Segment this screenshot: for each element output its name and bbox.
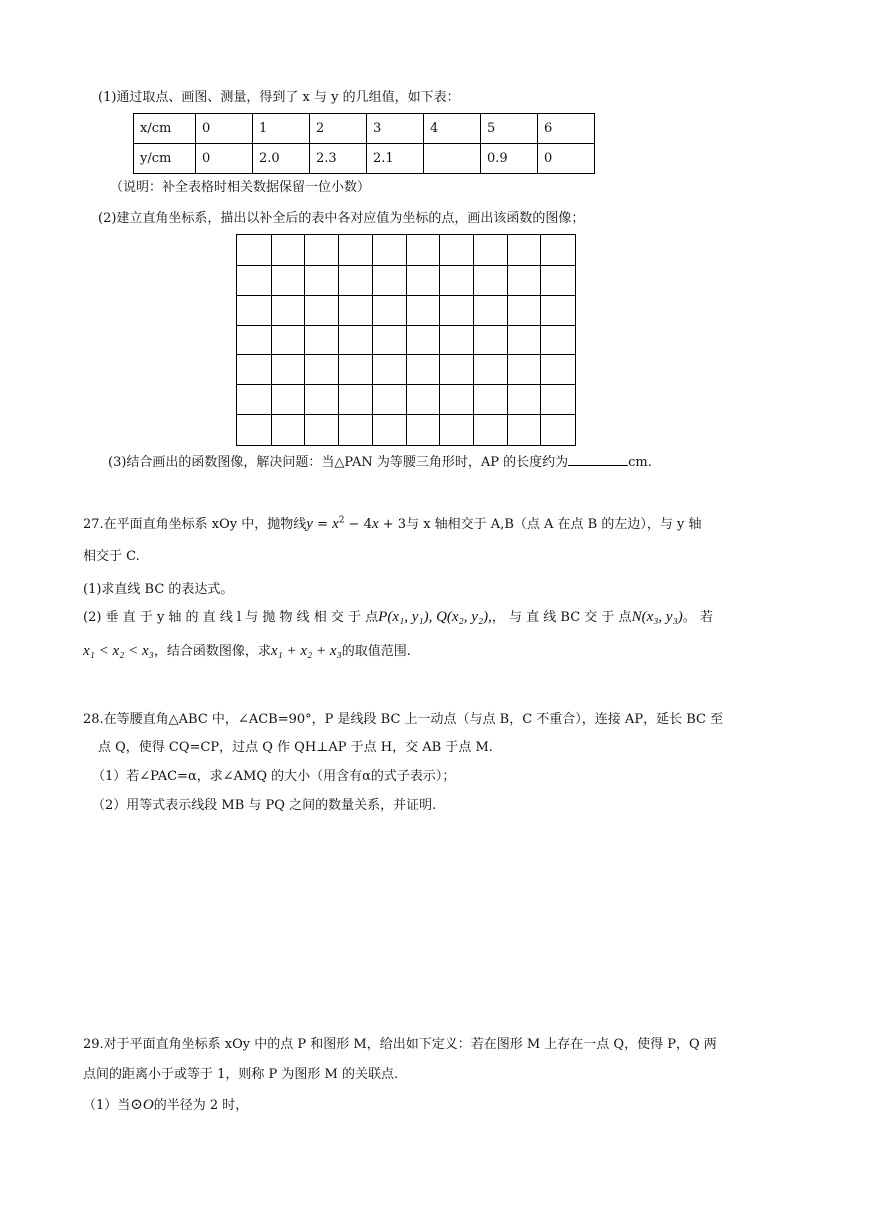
table-cell: 0 <box>196 144 253 174</box>
grid-horizontal-line <box>237 384 575 385</box>
grid-horizontal-line <box>237 265 575 266</box>
table-cell: 0 <box>538 144 595 174</box>
q27-part2-line1 <box>83 606 713 626</box>
grid-horizontal-line <box>237 295 575 296</box>
q27-part2-text-b: ， 与 直 线 BC 交 于 点 <box>491 610 632 625</box>
table-cell: 2.1 <box>367 144 424 174</box>
answer-blank[interactable] <box>568 453 628 466</box>
point-n: N(x₃, y₃) <box>631 609 683 625</box>
q28-part1: （1）若∠PAC=α，求∠AMQ 的大小（用含有α的式子表示）； <box>92 769 456 784</box>
table-cell: 5 <box>481 114 538 144</box>
q29-part1 <box>83 1094 248 1114</box>
table-blank-cell[interactable] <box>424 144 481 174</box>
q28-part2: （2）用等式表示线段 MB 与 PQ 之间的数量关系，并证明. <box>92 798 437 813</box>
q29-line1: 29.对于平面直角坐标系 xOy 中的点 P 和图形 M，给出如下定义：若在图形 M 上存在一点 Q，使得 P，Q 两 <box>83 1037 717 1052</box>
q27-part1: (1)求直线 BC 的表达式。 <box>83 582 234 597</box>
eq-x2: x <box>371 516 379 532</box>
circle-o-symbol: ⊙O <box>130 1097 154 1113</box>
q27-part2-text-d: ，结合函数图像，求 <box>153 644 271 659</box>
q28-line2: 点 Q，使得 CQ=CP，过点 Q 作 QH⊥AP 于点 H，交 AB 于点 M. <box>98 740 493 755</box>
table-cell: 0 <box>196 114 253 144</box>
q27-part2-text: (2) 垂 直 于 y 轴 的 直 线 l 与 抛 物 线 相 交 于 点 <box>83 610 379 625</box>
q27-line2: 相交于 C. <box>83 549 140 564</box>
table-cell: 1 <box>253 114 310 144</box>
q26-note: （说明：补全表格时相关数据保留一位小数） <box>110 180 371 195</box>
table-cell: y/cm <box>134 144 196 174</box>
points-pq: P(x₁, y₁), Q(x₂, y₂), <box>378 609 492 625</box>
eq-x: x <box>332 516 339 532</box>
eq-const: + 3 <box>378 517 407 532</box>
eq-y: y <box>306 516 313 532</box>
q29-line2: 点间的距离小于或等于 1，则称 P 为图形 M 的关联点. <box>83 1067 399 1082</box>
xy-value-table <box>133 113 595 174</box>
table-cell: 2.0 <box>253 144 310 174</box>
table-cell: 2.3 <box>310 144 367 174</box>
grid-horizontal-line <box>237 354 575 355</box>
table-cell: 0.9 <box>481 144 538 174</box>
eq-exponent: 2 <box>338 515 345 526</box>
table-cell: x/cm <box>134 114 196 144</box>
q27-line1 <box>83 513 701 533</box>
q27-part2-text-e: 的取值范围. <box>341 644 411 659</box>
grid-horizontal-line <box>237 325 575 326</box>
q26-part1: (1)通过取点、画图、测量，得到了 x 与 y 的几组值，如下表： <box>98 90 460 105</box>
eq-term: − 4 <box>344 517 372 532</box>
q27-text-cont: 与 x 轴相交于 A,B（点 A 在点 B 的左边），与 y 轴 <box>406 517 702 532</box>
q27-part2-text-c: 。 若 <box>682 610 713 625</box>
eq-equals: = <box>312 517 333 532</box>
q27-text: 27.在平面直角坐标系 xOy 中，抛物线 <box>83 517 307 532</box>
q26-part3-text: (3)结合画出的函数图像，解决问题：当△PAN 为等腰三角形时，AP 的长度约为 <box>108 455 569 470</box>
table-cell: 6 <box>538 114 595 144</box>
q26-part3 <box>108 451 652 470</box>
q26-part2: (2)建立直角坐标系，描出以补全后的表中各对应值为坐标的点，画出该函数的图像； <box>98 211 585 226</box>
table-cell: 4 <box>424 114 481 144</box>
q29-part1-text-b: 的半径为 2 时， <box>153 1098 249 1113</box>
sum-expression: x₁ + x₂ + x₃ <box>270 643 342 659</box>
table-cell: 2 <box>310 114 367 144</box>
table-cell: 3 <box>367 114 424 144</box>
coordinate-grid[interactable] <box>236 234 576 446</box>
q28-line1: 28.在等腰直角△ABC 中，∠ACB=90°，P 是线段 BC 上一动点（与点 B，C 不重合），连接 AP，延长 BC 至 <box>83 712 724 727</box>
q26-part3-unit: cm. <box>628 455 652 470</box>
grid-horizontal-line <box>237 414 575 415</box>
q29-part1-text: （1）当 <box>83 1098 131 1113</box>
table-row <box>134 144 595 174</box>
inequality: x₁ < x₂ < x₃ <box>83 643 154 659</box>
table-row <box>134 114 595 144</box>
q27-part2-line2 <box>83 640 411 660</box>
